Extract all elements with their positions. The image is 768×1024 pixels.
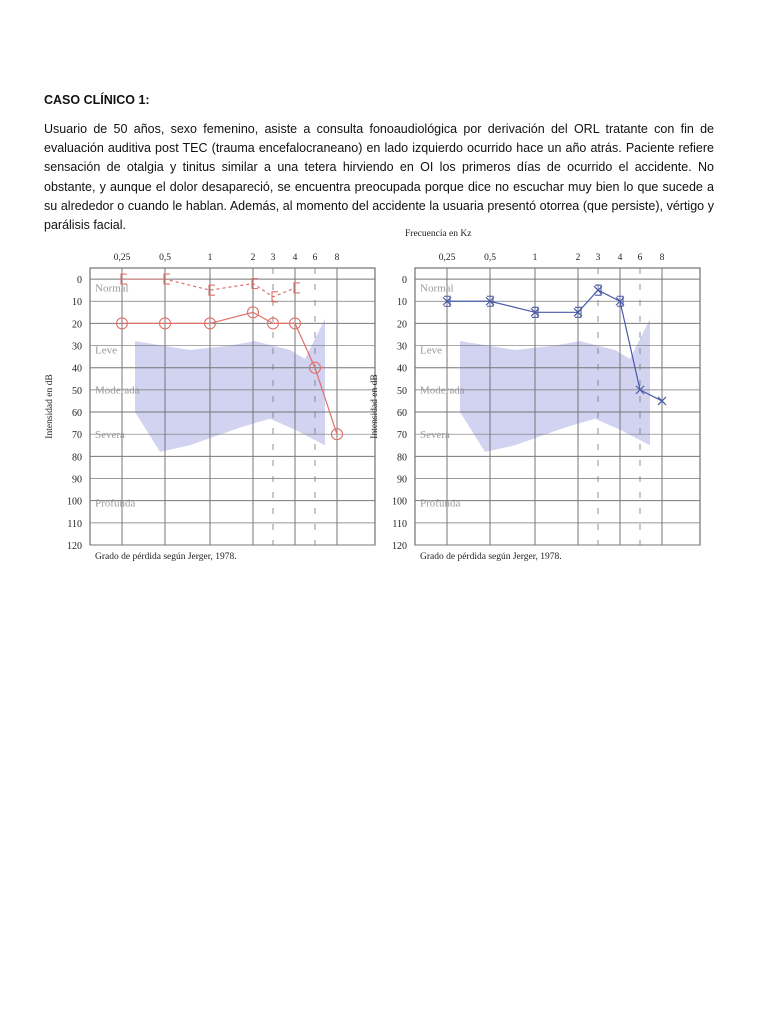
y-tick-label: 80 xyxy=(397,452,407,464)
y-tick-label: 110 xyxy=(67,518,82,530)
zone-label: Moderada xyxy=(420,384,465,397)
x-tick-label: 0,25 xyxy=(113,253,131,263)
x-tick-label: 0,5 xyxy=(484,253,496,263)
y-tick-label: 30 xyxy=(72,341,82,353)
x-tick-label: 3 xyxy=(270,253,276,263)
x-tick-label: 4 xyxy=(292,253,298,263)
y-tick-label: 60 xyxy=(397,408,407,420)
zone-label: Normal xyxy=(95,282,129,295)
y-tick-label: 60 xyxy=(72,408,82,420)
y-tick-label: 50 xyxy=(397,385,407,397)
x-axis-label: Frecuencia en Kz xyxy=(405,229,472,239)
x-tick-label: 8 xyxy=(659,253,665,263)
y-tick-label: 90 xyxy=(72,474,82,486)
x-tick-label: 6 xyxy=(637,253,643,263)
zone-label: Profunda xyxy=(95,497,136,510)
y-tick-label: 90 xyxy=(397,474,407,486)
y-tick-label: 40 xyxy=(72,363,82,375)
y-axis-label: Intensidad en dB xyxy=(45,374,55,439)
caption: Grado de pérdida según Jerger, 1978. xyxy=(420,552,562,562)
y-tick-label: 80 xyxy=(72,452,82,464)
case-title: CASO CLÍNICO 1: xyxy=(44,93,150,107)
zone-label: Profunda xyxy=(420,497,461,510)
y-tick-label: 110 xyxy=(392,518,407,530)
caption: Grado de pérdida según Jerger, 1978. xyxy=(95,552,237,562)
x-tick-label: 1 xyxy=(532,253,538,263)
x-tick-label: 3 xyxy=(595,253,601,263)
zone-label: Leve xyxy=(420,344,442,357)
y-tick-label: 40 xyxy=(397,363,407,375)
x-tick-label: 8 xyxy=(334,253,340,263)
x-tick-label: 4 xyxy=(617,253,623,263)
zone-label: Normal xyxy=(420,282,454,295)
y-tick-label: 100 xyxy=(67,496,82,508)
y-tick-label: 70 xyxy=(397,430,407,442)
y-tick-label: 70 xyxy=(72,430,82,442)
zone-label: Severa xyxy=(95,428,125,441)
y-tick-label: 20 xyxy=(72,319,82,331)
y-tick-label: 10 xyxy=(72,297,82,309)
x-tick-label: 2 xyxy=(250,253,256,263)
zone-label: Leve xyxy=(95,344,117,357)
audiogram-right-ear xyxy=(40,220,380,570)
y-tick-label: 0 xyxy=(77,275,82,287)
y-tick-label: 20 xyxy=(397,319,407,331)
audiogram-left-ear xyxy=(365,220,705,570)
zone-label: Severa xyxy=(420,428,450,441)
case-description: Usuario de 50 años, sexo femenino, asiste a consulta fonoaudiológica por derivación del ORL tratante con fin de evaluación auditiva post TEC (trauma encefalocraneano) en lado izquierdo ocurrido hace un año atrás. Paciente refiere sensación de otalgia y tinitus similar a una tetera hirviendo en OI los primeros días de ocurrido el accidente. No obstante, y aunque el dolor desapareció, se encuentra preocupada porque dice no escuchar muy bien lo que sucede a su alrededor o cuando le hablan. Además, al momento del accidente la usuaria presentó otorrea (que persiste), vértigo y parálisis facial. xyxy=(44,122,714,233)
y-tick-label: 10 xyxy=(397,297,407,309)
y-tick-label: 120 xyxy=(392,541,407,552)
x-tick-label: 0,5 xyxy=(159,253,171,263)
x-tick-label: 2 xyxy=(575,253,581,263)
zone-label: Moderada xyxy=(95,384,140,397)
y-tick-label: 30 xyxy=(397,341,407,353)
y-tick-label: 100 xyxy=(392,496,407,508)
x-tick-label: 0,25 xyxy=(438,253,456,263)
y-tick-label: 50 xyxy=(72,385,82,397)
y-axis-label: Intensidad en dB xyxy=(370,374,380,439)
x-tick-label: 1 xyxy=(207,253,213,263)
x-tick-label: 6 xyxy=(312,253,318,263)
y-tick-label: 0 xyxy=(402,275,407,287)
y-tick-label: 120 xyxy=(67,541,82,552)
